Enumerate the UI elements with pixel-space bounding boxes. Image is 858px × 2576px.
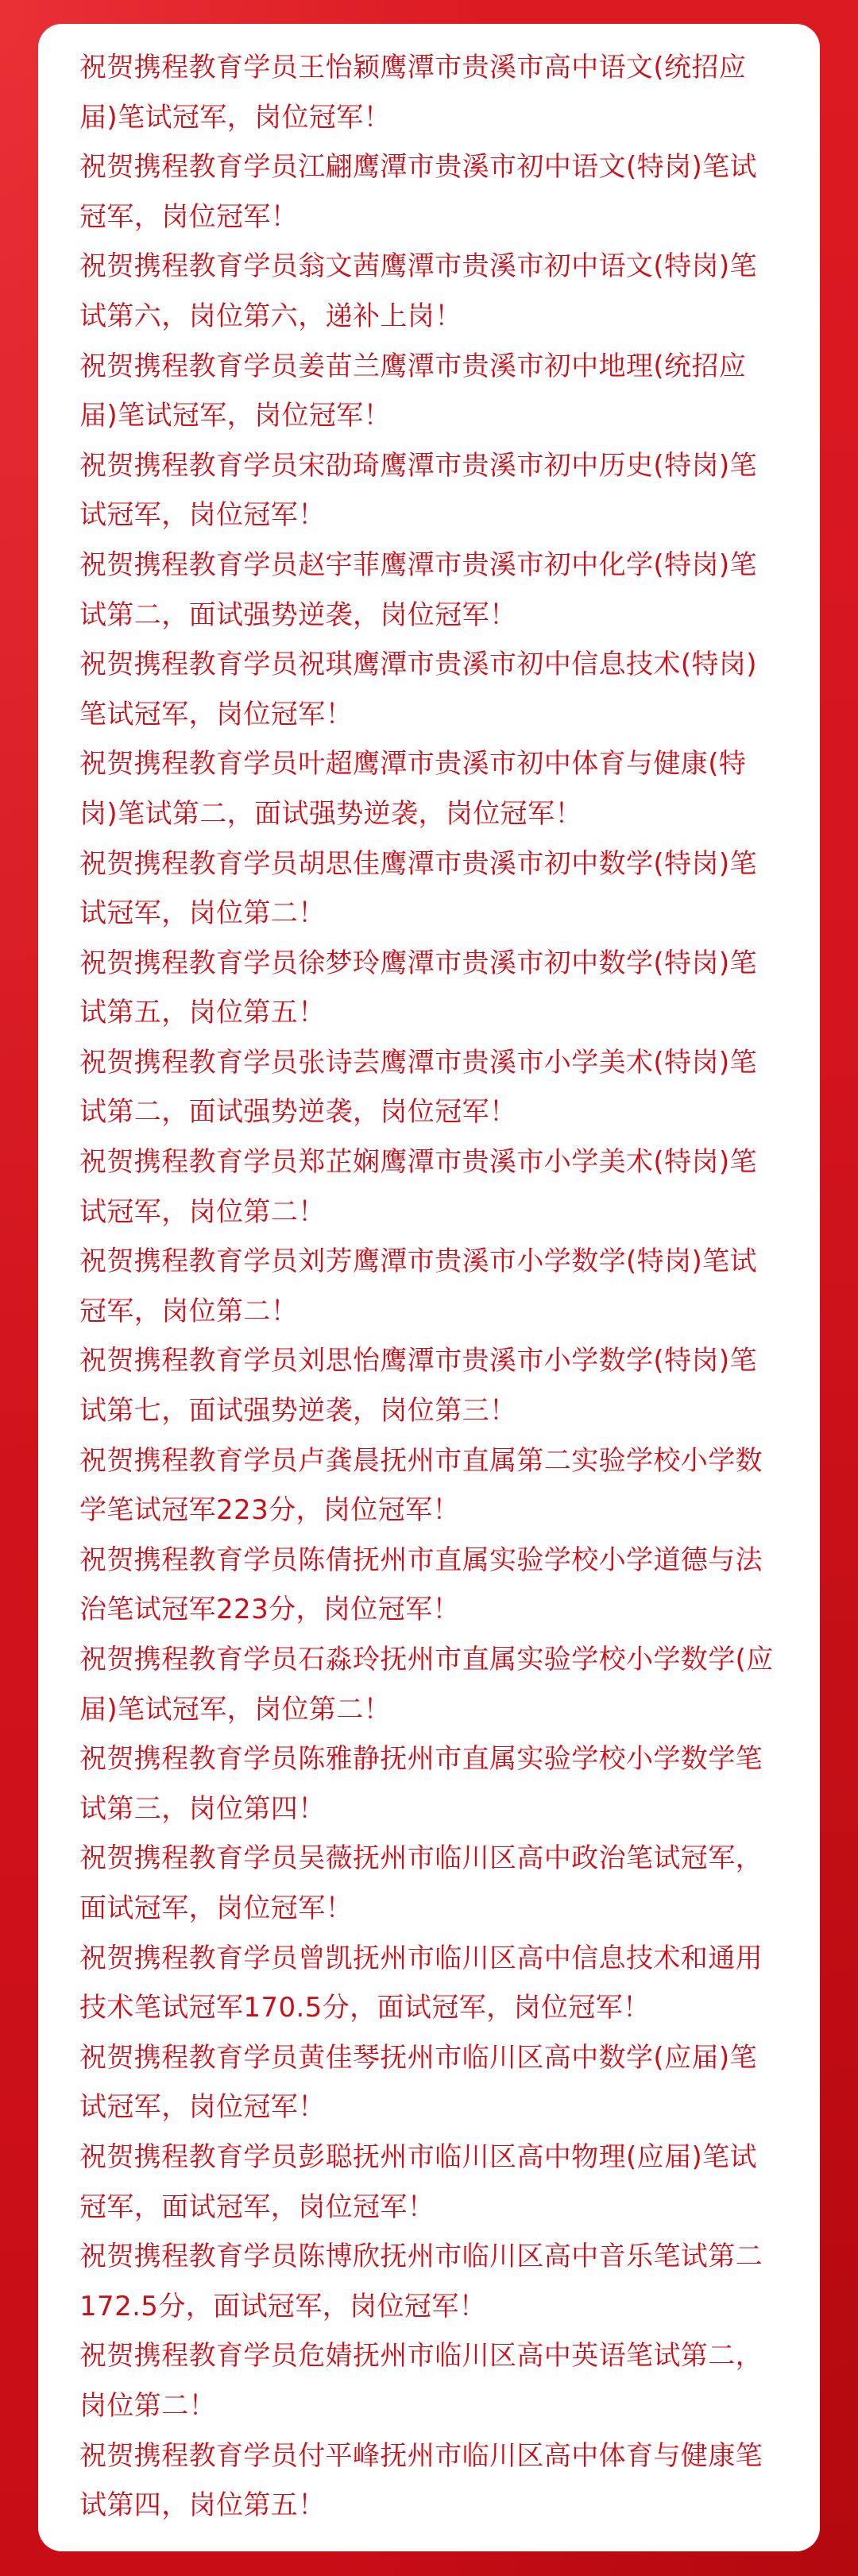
entry-19: 祝贺携程教育学员吴薇抚州市临川区高中政治笔试冠军，面试冠军，岗位冠军！ (79, 1842, 763, 1924)
entry-20: 祝贺携程教育学员曾凯抚州市临川区高中信息技术和通用技术笔试冠军170.5分，面试冠军，岗位冠军！ (79, 1942, 763, 2024)
entry-22: 祝贺携程教育学员彭聪抚州市临川区高中物理(应届)笔试冠军，面试冠军，岗位冠军！ (79, 2140, 757, 2223)
entry-4: 祝贺携程教育学员姜苗兰鹰潭市贵溪市初中地理(统招应届)笔试冠军，岗位冠军！ (79, 350, 747, 432)
entry-2: 祝贺携程教育学员江翩鹰潭市贵溪市初中语文(特岗)笔试冠军，岗位冠军！ (79, 151, 757, 233)
entry-18: 祝贺携程教育学员陈雅静抚州市直属实验学校小学数学笔试第三，岗位第四！ (79, 1743, 763, 1825)
entry-5: 祝贺携程教育学员宋劭琦鹰潭市贵溪市初中历史(特岗)笔试冠军，岗位冠军！ (79, 449, 757, 532)
entry-9: 祝贺携程教育学员胡思佳鹰潭市贵溪市初中数学(特岗)笔试冠军，岗位第二！ (79, 847, 757, 930)
entry-12: 祝贺携程教育学员郑芷娴鹰潭市贵溪市小学美术(特岗)笔试冠军，岗位第二！ (79, 1146, 757, 1228)
entry-6: 祝贺携程教育学员赵宇菲鹰潭市贵溪市初中化学(特岗)笔试第二，面试强势逆袭，岗位冠军！ (79, 548, 757, 631)
entry-24: 祝贺携程教育学员危婧抚州市临川区高中英语笔试第二，岗位第二！ (79, 2340, 763, 2422)
entry-11: 祝贺携程教育学员张诗芸鹰潭市贵溪市小学美术(特岗)笔试第二，面试强势逆袭，岗位冠军！ (79, 1046, 757, 1129)
entry-16: 祝贺携程教育学员陈倩抚州市直属实验学校小学道德与法治笔试冠军223分，岗位冠军！ (79, 1544, 763, 1626)
entry-14: 祝贺携程教育学员刘思怡鹰潭市贵溪市小学数学(特岗)笔试第七，面试强势逆袭，岗位第三！ (79, 1345, 757, 1427)
announcement-card (38, 24, 820, 2551)
entry-1: 祝贺携程教育学员王怡颖鹰潭市贵溪市高中语文(统招应届)笔试冠军，岗位冠军！ (79, 52, 747, 134)
entry-13: 祝贺携程教育学员刘芳鹰潭市贵溪市小学数学(特岗)笔试冠军，岗位第二！ (79, 1245, 757, 1327)
entry-8: 祝贺携程教育学员叶超鹰潭市贵溪市初中体育与健康(特岗)笔试第二，面试强势逆袭，岗位冠军！ (79, 748, 747, 830)
entry-10: 祝贺携程教育学员徐梦玲鹰潭市贵溪市初中数学(特岗)笔试第五，岗位第五！ (79, 947, 757, 1029)
entry-7: 祝贺携程教育学员祝琪鹰潭市贵溪市初中信息技术(特岗)笔试冠军，岗位冠军！ (79, 649, 757, 730)
entry-25: 祝贺携程教育学员付平峰抚州市临川区高中体育与健康笔试第四，岗位第五！ (79, 2439, 763, 2522)
entry-3: 祝贺携程教育学员翁文茜鹰潭市贵溪市初中语文(特岗)笔试第六，岗位第六，递补上岗！ (79, 250, 757, 332)
entry-17: 祝贺携程教育学员石淼玲抚州市直属实验学校小学数学(应届)笔试冠军，岗位第二！ (79, 1644, 774, 1726)
entry-15: 祝贺携程教育学员卢龚晨抚州市直属第二实验学校小学数学笔试冠军223分，岗位冠军！ (79, 1444, 763, 1527)
entry-21: 祝贺携程教育学员黄佳琴抚州市临川区高中数学(应届)笔试冠军，岗位冠军！ (79, 2041, 757, 2124)
entry-23: 祝贺携程教育学员陈博欣抚州市临川区高中音乐笔试第二172.5分，面试冠军，岗位冠军！ (79, 2241, 763, 2322)
